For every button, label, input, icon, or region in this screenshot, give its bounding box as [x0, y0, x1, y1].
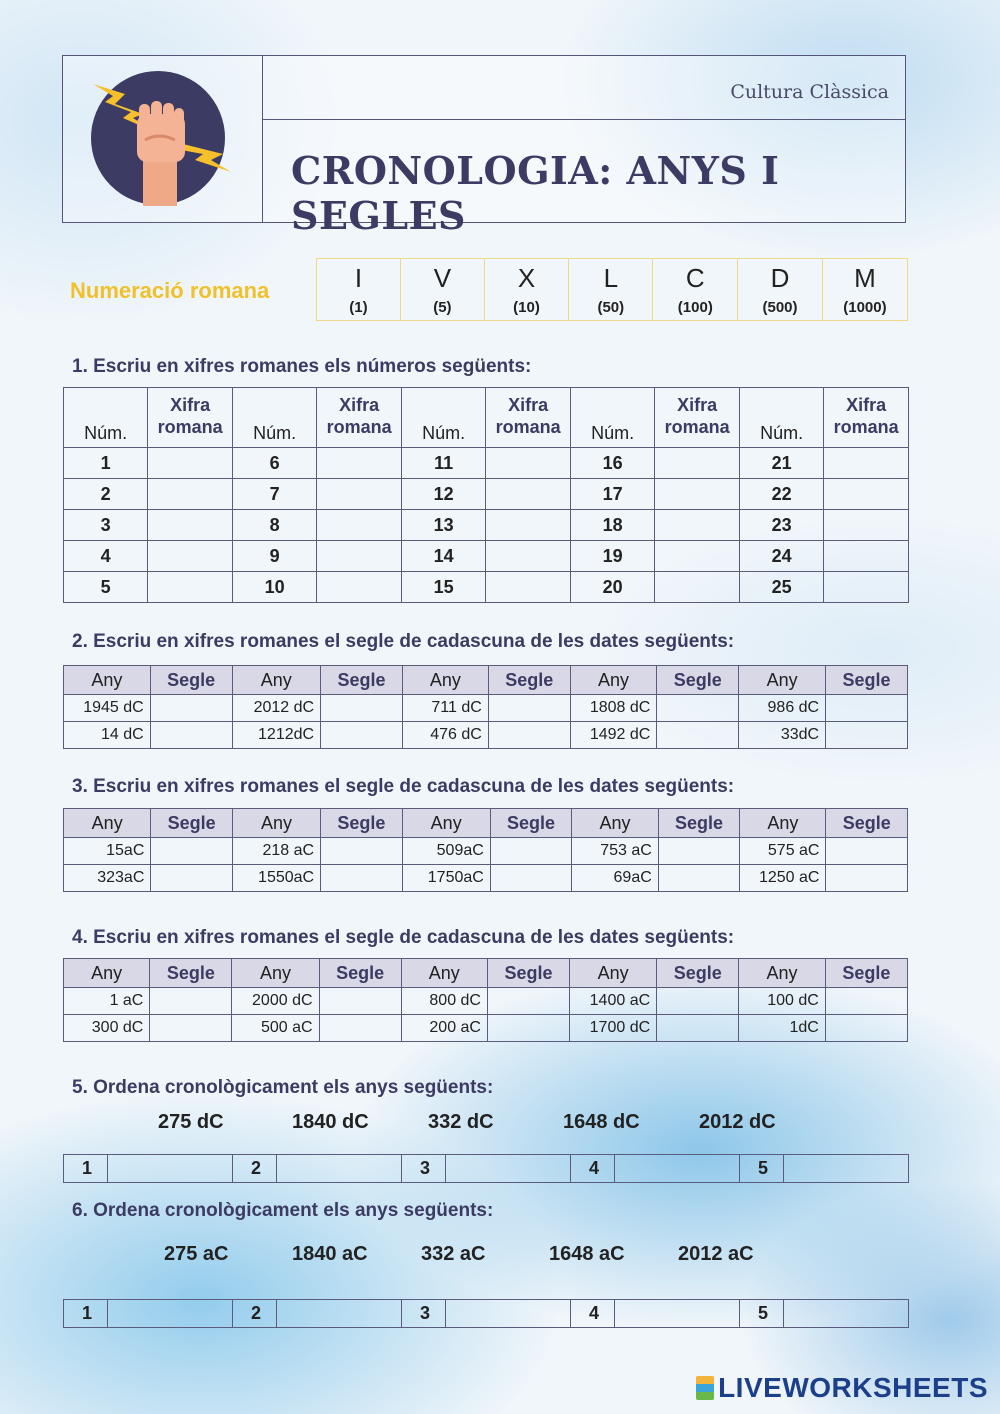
column-header: Núm. [570, 388, 654, 448]
answer-cell[interactable] [657, 988, 739, 1015]
order-number: 5 [740, 1300, 784, 1328]
column-header: Segle [488, 666, 570, 695]
answer-cell[interactable] [446, 1300, 571, 1328]
answer-cell[interactable] [486, 448, 571, 479]
order-number: 4 [571, 1155, 615, 1183]
order-number: 3 [402, 1155, 446, 1183]
answer-cell[interactable] [826, 695, 908, 722]
order-number: 2 [233, 1155, 277, 1183]
number-cell: 13 [401, 510, 485, 541]
date-cell: 753 aC [572, 838, 659, 865]
order-number: 4 [571, 1300, 615, 1328]
subject-row [262, 56, 905, 120]
roman-numeration-label: Numeració romana [70, 278, 270, 303]
answer-cell[interactable] [108, 1155, 233, 1183]
column-header: Xifra romana [655, 388, 740, 448]
table-row [64, 865, 908, 892]
column-header: Any [572, 809, 659, 838]
table-row [64, 1015, 908, 1042]
header-box [62, 55, 906, 238]
number-cell: 21 [739, 448, 823, 479]
column-header: Núm. [401, 388, 485, 448]
column-header: Xifra romana [317, 388, 402, 448]
number-cell: 14 [401, 541, 485, 572]
answer-cell[interactable] [487, 1015, 569, 1042]
answer-cell[interactable] [151, 865, 232, 892]
number-cell: 22 [739, 479, 823, 510]
year-item: 1840 aC [292, 1243, 368, 1265]
date-cell: 500 aC [232, 1015, 319, 1042]
answer-cell[interactable] [826, 838, 908, 865]
table-row [64, 541, 909, 572]
answer-cell[interactable] [658, 838, 739, 865]
liveworksheets-icon [696, 1376, 714, 1400]
answer-cell[interactable] [319, 1015, 401, 1042]
roman-cell: L (50) [569, 259, 653, 321]
column-header: Segle [321, 809, 402, 838]
liveworksheets-logo [696, 1372, 988, 1404]
exercise-2-table [63, 665, 908, 749]
answer-cell[interactable] [655, 541, 740, 572]
answer-cell[interactable] [319, 988, 401, 1015]
table-row [64, 838, 908, 865]
answer-cell[interactable] [655, 448, 740, 479]
date-cell: 300 dC [64, 1015, 150, 1042]
date-cell: 1550aC [232, 865, 320, 892]
answer-cell[interactable] [784, 1300, 909, 1328]
answer-cell[interactable] [148, 572, 233, 603]
answer-cell[interactable] [824, 541, 909, 572]
number-cell: 15 [401, 572, 485, 603]
date-cell: 509aC [402, 838, 490, 865]
number-cell: 9 [232, 541, 316, 572]
year-item: 275 dC [158, 1111, 224, 1133]
exercise-3-heading: 3. Escriu en xifres romanes el segle de cadascuna de les dates següents: [72, 776, 735, 797]
date-cell: 33dC [739, 722, 826, 749]
year-item: 1648 dC [563, 1111, 640, 1133]
column-header: Segle [150, 666, 232, 695]
date-cell: 218 aC [232, 838, 320, 865]
column-header: Segle [825, 959, 907, 988]
column-header: Any [402, 666, 488, 695]
roman-cell: D (500) [738, 259, 823, 321]
number-cell: 16 [570, 448, 654, 479]
column-header: Segle [319, 959, 401, 988]
order-number: 2 [233, 1300, 277, 1328]
date-cell: 1400 aC [570, 988, 657, 1015]
answer-cell[interactable] [615, 1155, 740, 1183]
number-cell: 4 [64, 541, 148, 572]
column-header: Any [739, 666, 826, 695]
answer-cell[interactable] [657, 1015, 739, 1042]
roman-cell: M (1000) [822, 259, 907, 321]
answer-cell[interactable] [826, 865, 908, 892]
column-header: Any [232, 666, 321, 695]
table-row [64, 572, 909, 603]
column-header: Segle [490, 809, 571, 838]
date-cell: 69aC [572, 865, 659, 892]
date-cell: 14 dC [64, 722, 151, 749]
answer-cell[interactable] [825, 1015, 907, 1042]
answer-cell[interactable] [490, 838, 571, 865]
number-cell: 1 [64, 448, 148, 479]
answer-cell[interactable] [487, 988, 569, 1015]
number-cell: 17 [570, 479, 654, 510]
roman-cell: V (5) [400, 259, 484, 321]
table-row [64, 988, 908, 1015]
table-row [64, 510, 909, 541]
order-number: 1 [64, 1155, 108, 1183]
answer-cell[interactable] [317, 448, 402, 479]
exercise-1-rows [64, 448, 909, 603]
answer-cell[interactable] [824, 448, 909, 479]
date-cell: 1492 dC [570, 722, 657, 749]
table-row [64, 479, 909, 510]
roman-cell: I (1) [317, 259, 401, 321]
table-row [64, 722, 908, 749]
answer-cell[interactable] [824, 572, 909, 603]
column-header: Any [401, 959, 487, 988]
column-header: Segle [657, 666, 739, 695]
answer-cell[interactable] [148, 479, 233, 510]
date-cell: 800 dC [401, 988, 487, 1015]
date-cell: 1945 dC [64, 695, 151, 722]
exercise-4-heading: 4. Escriu en xifres romanes el segle de cadascuna de les dates següents: [72, 927, 735, 948]
number-cell: 20 [570, 572, 654, 603]
number-cell: 25 [739, 572, 823, 603]
date-cell: 1808 dC [570, 695, 657, 722]
subject-label: Cultura Clàssica [730, 81, 889, 103]
column-header: Any [232, 809, 320, 838]
roman-cell: C (100) [653, 259, 738, 321]
column-header: Any [740, 809, 826, 838]
date-cell: 1250 aC [740, 865, 826, 892]
column-header: Any [232, 959, 319, 988]
number-cell: 2 [64, 479, 148, 510]
column-header: Núm. [739, 388, 823, 448]
column-header: Segle [658, 809, 739, 838]
date-cell: 1dC [739, 1015, 826, 1042]
answer-cell[interactable] [655, 572, 740, 603]
answer-cell[interactable] [824, 510, 909, 541]
column-header: Xifra romana [148, 388, 233, 448]
header-row [64, 959, 908, 988]
number-cell: 12 [401, 479, 485, 510]
column-header: Núm. [232, 388, 316, 448]
logo-cell [63, 56, 263, 222]
column-header: Any [570, 666, 657, 695]
column-header: Any [739, 959, 826, 988]
column-header: Segle [150, 959, 232, 988]
exercise-3-table [63, 808, 908, 892]
answer-cell[interactable] [655, 510, 740, 541]
date-cell: 575 aC [740, 838, 826, 865]
year-item: 1840 dC [292, 1111, 369, 1133]
number-cell: 8 [232, 510, 316, 541]
answer-cell[interactable] [658, 865, 739, 892]
number-cell: 6 [232, 448, 316, 479]
answer-cell[interactable] [655, 479, 740, 510]
order-number: 3 [402, 1300, 446, 1328]
column-header: Segle [826, 666, 908, 695]
exercise-6-order-table [63, 1299, 909, 1328]
date-cell: 1 aC [64, 988, 150, 1015]
exercise-6-heading: 6. Ordena cronològicament els anys següents: [72, 1200, 494, 1221]
table-row [64, 448, 909, 479]
exercise-1-heading: 1. Escriu en xifres romanes els números següents: [72, 356, 532, 377]
exercise-4-table [63, 958, 908, 1042]
answer-cell[interactable] [321, 695, 403, 722]
date-cell: 986 dC [739, 695, 826, 722]
date-cell: 1750aC [402, 865, 490, 892]
answer-cell[interactable] [150, 722, 232, 749]
year-item: 2012 aC [678, 1243, 754, 1265]
exercise-5-order-table [63, 1154, 909, 1183]
answer-cell[interactable] [321, 722, 403, 749]
date-cell: 200 aC [401, 1015, 487, 1042]
answer-cell[interactable] [317, 510, 402, 541]
answer-cell[interactable] [824, 479, 909, 510]
answer-cell[interactable] [108, 1300, 233, 1328]
column-header: Any [570, 959, 657, 988]
number-cell: 24 [739, 541, 823, 572]
answer-cell[interactable] [321, 838, 402, 865]
column-header: Any [64, 959, 150, 988]
answer-cell[interactable] [657, 695, 739, 722]
date-cell: 1212dC [232, 722, 321, 749]
answer-cell[interactable] [150, 695, 232, 722]
answer-cell[interactable] [657, 722, 739, 749]
column-header: Segle [826, 809, 908, 838]
answer-cell[interactable] [486, 541, 571, 572]
year-item: 2012 dC [699, 1111, 776, 1133]
answer-cell[interactable] [488, 722, 570, 749]
number-cell: 7 [232, 479, 316, 510]
column-header: Segle [321, 666, 403, 695]
exercise-5-heading: 5. Ordena cronològicament els anys següents: [72, 1077, 494, 1098]
order-number: 1 [64, 1300, 108, 1328]
date-cell: 100 dC [739, 988, 826, 1015]
date-cell: 15aC [64, 838, 151, 865]
answer-cell[interactable] [150, 1015, 232, 1042]
header-row [64, 809, 908, 838]
answer-cell[interactable] [148, 510, 233, 541]
answer-cell[interactable] [486, 479, 571, 510]
column-header: Segle [657, 959, 739, 988]
column-header: Any [64, 666, 151, 695]
column-header: Segle [487, 959, 569, 988]
column-header: Any [402, 809, 490, 838]
exercise-2-heading: 2. Escriu en xifres romanes el segle de cadascuna de les dates següents: [72, 631, 735, 652]
year-item: 1648 aC [549, 1243, 625, 1265]
date-cell: 2012 dC [232, 695, 321, 722]
number-cell: 5 [64, 572, 148, 603]
number-cell: 3 [64, 510, 148, 541]
year-item: 332 aC [421, 1243, 486, 1265]
date-cell: 323aC [64, 865, 151, 892]
column-header: Núm. [64, 388, 148, 448]
answer-cell[interactable] [317, 572, 402, 603]
column-header: Xifra romana [486, 388, 571, 448]
date-cell: 476 dC [402, 722, 488, 749]
answer-cell[interactable] [277, 1300, 402, 1328]
answer-cell[interactable] [784, 1155, 909, 1183]
number-cell: 11 [401, 448, 485, 479]
answer-cell[interactable] [148, 448, 233, 479]
column-header: Segle [151, 809, 232, 838]
roman-numerals-table [316, 258, 908, 321]
column-header: Xifra romana [824, 388, 909, 448]
answer-cell[interactable] [826, 722, 908, 749]
answer-cell[interactable] [321, 865, 402, 892]
raised-fist-lightning-icon [63, 56, 262, 222]
order-number: 5 [740, 1155, 784, 1183]
number-cell: 10 [232, 572, 316, 603]
roman-cell: X (10) [484, 259, 568, 321]
number-cell: 19 [570, 541, 654, 572]
year-item: 332 dC [428, 1111, 494, 1133]
answer-cell[interactable] [490, 865, 571, 892]
number-cell: 18 [570, 510, 654, 541]
answer-cell[interactable] [317, 479, 402, 510]
answer-cell[interactable] [486, 510, 571, 541]
answer-cell[interactable] [615, 1300, 740, 1328]
date-cell: 2000 dC [232, 988, 319, 1015]
date-cell: 1700 dC [570, 1015, 657, 1042]
answer-cell[interactable] [446, 1155, 571, 1183]
date-cell: 711 dC [402, 695, 488, 722]
header-row [64, 666, 908, 695]
answer-cell[interactable] [151, 838, 232, 865]
answer-cell[interactable] [825, 988, 907, 1015]
page-title: CRONOLOGIA: ANYS I SEGLES [291, 148, 780, 238]
exercise-1-table [63, 387, 909, 603]
number-cell: 23 [739, 510, 823, 541]
table-row [64, 695, 908, 722]
brand-text: LIVEWORKSHEETS [718, 1372, 988, 1403]
column-header: Any [64, 809, 151, 838]
answer-cell[interactable] [317, 541, 402, 572]
answer-cell[interactable] [488, 695, 570, 722]
answer-cell[interactable] [486, 572, 571, 603]
year-item: 275 aC [164, 1243, 229, 1265]
answer-cell[interactable] [277, 1155, 402, 1183]
answer-cell[interactable] [150, 988, 232, 1015]
answer-cell[interactable] [148, 541, 233, 572]
